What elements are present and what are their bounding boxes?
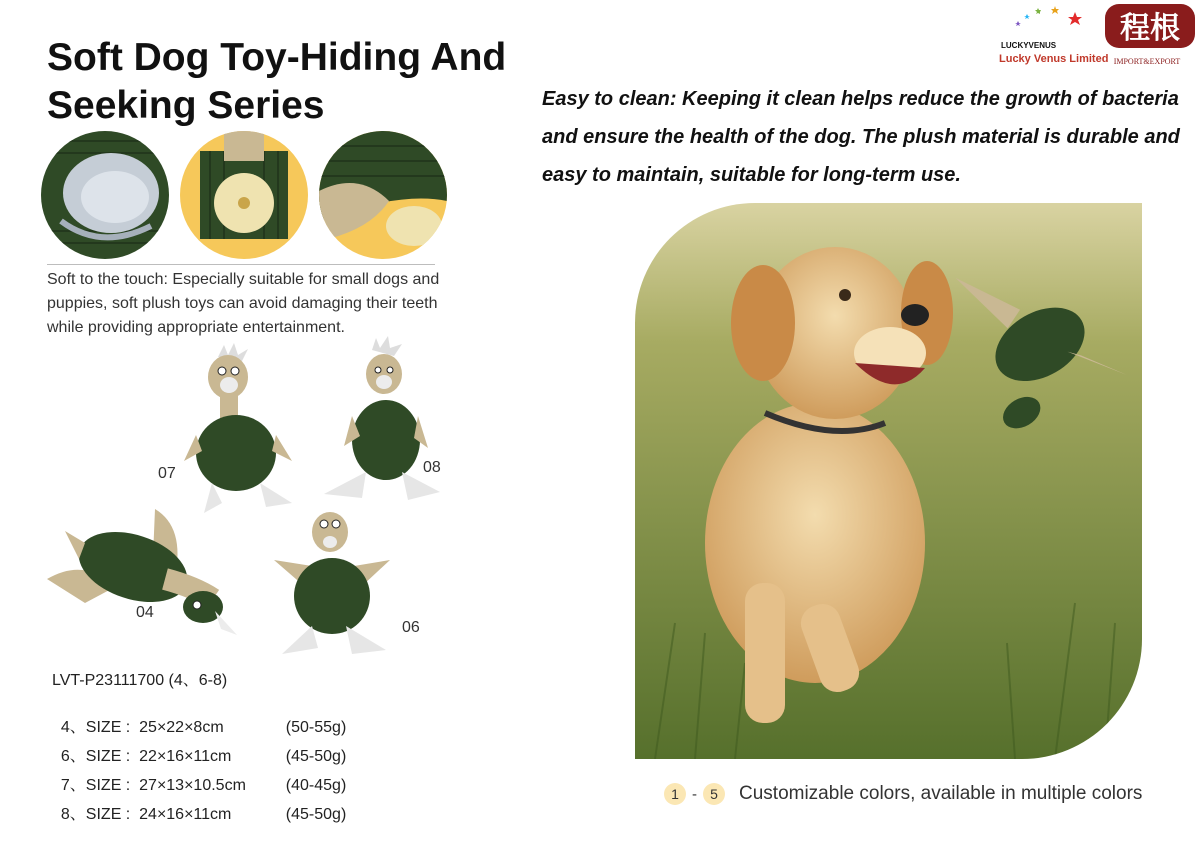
toy-08-image: [322, 336, 442, 511]
spec-weight: (45-50g): [285, 748, 347, 765]
soft-to-touch-text: Soft to the touch: Especially suitable for small dogs and puppies, soft plush toys can avoid damaging their teeth while providing appropriate entertainment.: [47, 271, 440, 336]
color-options-text: Customizable colors, available in multiple colors: [739, 783, 1143, 804]
thumbnail-wing-detail: [319, 131, 447, 259]
spec-size: SIZE : 27×13×10.5cm: [85, 777, 246, 794]
toy-04-image: [45, 507, 240, 647]
color-options: [664, 780, 1142, 808]
spec-weight: (40-45g): [285, 777, 347, 794]
spec-size: SIZE : 25×22×8cm: [85, 719, 224, 736]
model-number: LVT-P23111700 (4、6-8): [52, 672, 228, 689]
spec-no: 6、: [60, 748, 86, 765]
company-logo: [997, 2, 1197, 72]
logo-tagline: IMPORT&EXPORT: [1113, 57, 1181, 66]
toy-label-04: 04: [136, 604, 154, 621]
spec-no: 8、: [60, 806, 86, 823]
thumbnail-pocket-detail: [41, 131, 169, 259]
color-range-start: 1: [664, 783, 686, 805]
logo-brand: Lucky Venus Limited: [999, 53, 1109, 65]
divider: [47, 264, 435, 265]
spec-weight: (45-50g): [285, 806, 347, 823]
color-range-dash: -: [692, 785, 697, 803]
spec-weight: (50-55g): [285, 719, 347, 736]
spec-no: 7、: [60, 777, 86, 794]
thumbnail-squeaker-detail: [180, 131, 308, 259]
spec-no: 4、: [60, 719, 86, 736]
logo-small-text: LUCKYVENUS: [1001, 41, 1057, 50]
spec-size: SIZE : 24×16×11cm: [85, 806, 232, 823]
spec-size: SIZE : 22×16×11cm: [85, 748, 232, 765]
easy-to-clean-text: Easy to clean: Keeping it clean helps reduce the growth of bacteria and ensure the health of the dog. The plush material is durable and easy to maintain, suitable for long-term use.: [542, 88, 1180, 186]
toy-label-08: 08: [423, 459, 441, 476]
spec-row: [52, 783, 346, 824]
dog-photo: [635, 203, 1142, 759]
color-range-end: 5: [703, 783, 725, 805]
toy-label-07: 07: [158, 465, 176, 482]
page-title: Soft Dog Toy-Hiding And Seeking Series: [47, 36, 507, 127]
toy-07-image: [182, 343, 300, 526]
logo-chinese: 程根: [1120, 11, 1180, 46]
toy-label-06: 06: [402, 619, 420, 636]
toy-06-image: [272, 508, 392, 665]
